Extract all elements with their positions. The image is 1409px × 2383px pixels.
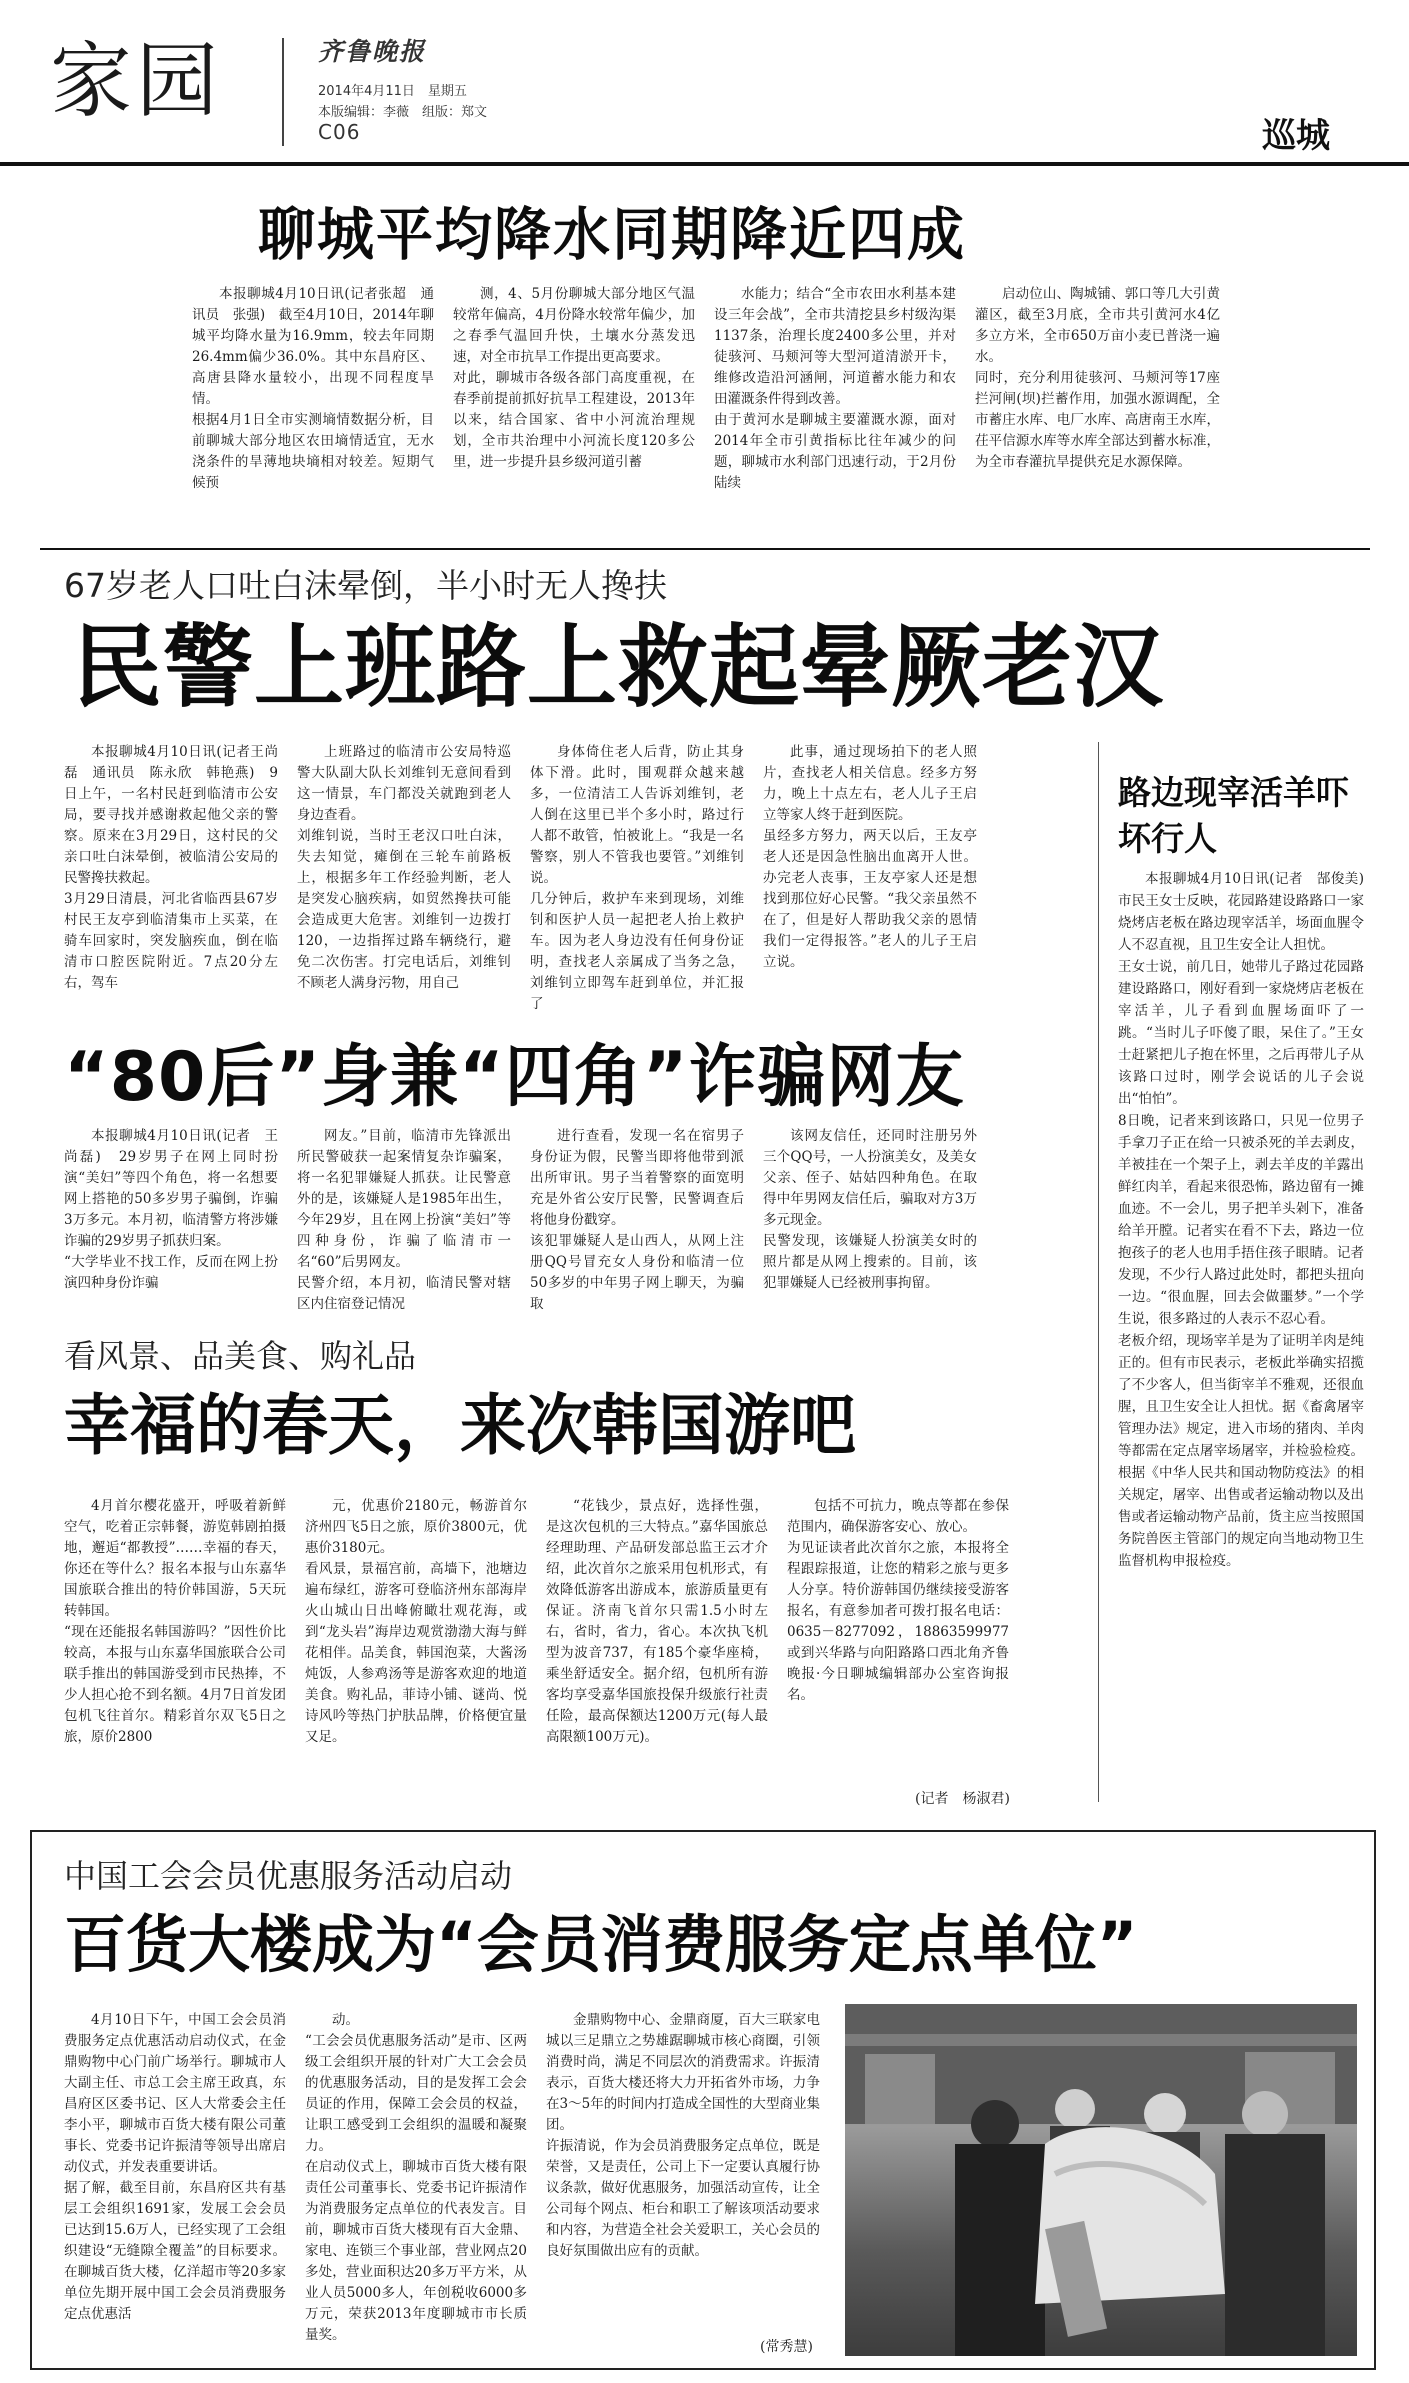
story3-text: 本报聊城4月10日讯(记者 郜俊美) 市民王女士反映，花园路建设路路口一家烧烤店老板在路边现宰活羊，场面血腥令人不忍直视，且卫生安全让人担忧。 王女士说，前几日，她带儿子路过花园路建设路路口，刚好看到一家烧烤店老板在宰活羊，儿子看到血腥场面吓了一跳。“当时儿子吓傻了眼，呆住了。”王女士赶紧把儿子抱在怀里，之后再带儿子从该路口过时，刚学会说话的儿子会说出“怕怕”。 8日晚，记者来到该路口，只见一位男子手拿刀子正在给一只被杀死的羊去剥皮，羊被挂在一个架子上，剥去羊皮的羊露出鲜红肉羊，看起来很恐怖，路边留有一摊血迹。不一会儿，男子把羊头剁下，准备给羊开膛。记者实在看不下去，路边一位抱孩子的老人也用手捂住孩子眼睛。记者发现，不少行人路过此处时，都把头扭向一边。“很血腥，回去会做噩梦。”一个学生说，很多路过的人表示不忍心看。 老板介绍，现场宰羊是为了证明羊肉是纯正的。但有市民表示，老板此举确实招揽了不少客人，但当街宰羊不雅观，还很血腥，且卫生安全让人担忧。据《畜禽屠宰管理办法》规定，进入市场的猪肉、羊肉等都需在定点屠宰场屠宰，并检验检疫。根据《中华人民共和国动物防疫法》的相关规定，屠宰、出售或者运输动物以及出售或者运输动物产品前，货主应当按照国务院兽医主管部门的规定向当地动物卫生监督机构申报检疫。	[1118, 871, 1364, 1569]
story2-text: 此事，通过现场拍下的老人照片，查找老人相关信息。经多方努力，晚上十点左右，老人儿子王启立等家人终于赶到医院。 虽经多方努力，两天以后，王友亭老人还是因急性脑出血离开人世。办完老人丧事，王友亭家人还是想找到那位好心民警。“我父亲虽然不在了，但是好人帮助我父亲的恩情我们一定得报答。”老人的儿子王启立说。	[763, 744, 977, 970]
date-line: 2014年4月11日 星期五	[318, 84, 467, 99]
story3-headline-line1	[1118, 770, 1368, 862]
story6-text: 金鼎购物中心、金鼎商厦，百大三联家电城以三足鼎立之势雄踞聊城市核心商圈，引领消费时尚，满足不同层次的消费需求。许振清表示，百货大楼还将大力开拓省外市场，力争在3～5年的时间内打造成全国性的大型商业集团。 许振清说，作为会员消费服务定点单位，既是荣誉，又是责任，公司上下一定要认真履行协议条款，做好优惠服务，加强活动宣传，让全公司每个网点、柜台和职工了解该项活动要求和内容，为营造全社会关爱职工，关心会员的良好氛围做出应有的贡献。	[546, 2012, 820, 2259]
story5-column	[787, 1496, 1009, 1786]
story5-column	[64, 1496, 286, 1812]
masthead-rule	[0, 162, 1409, 166]
story3-headline: 路边现宰活羊吓坏行人	[1118, 773, 1349, 858]
story6-column	[305, 2010, 527, 2360]
editor-line: 本版编辑：李薇 组版：郑文	[318, 105, 488, 120]
ceremony-photo-illustration	[845, 2004, 1357, 2356]
story4-column	[64, 1126, 278, 1322]
story1-column	[453, 284, 695, 532]
masthead-divider	[282, 38, 284, 146]
story5-column	[546, 1496, 768, 1812]
paper-logo: 齐鲁晚报	[318, 37, 427, 66]
story4-text: 进行查看，发现一名在宿男子身份证为假，民警当即将他带到派出所审讯。男子当着警察的面宽明充是外省公安厅民警，民警调查后将他身份戳穿。 该犯罪嫌疑人是山西人，从网上注册QQ号冒充女人身份和临清一位50多岁的中年男子网上聊天，为骗取	[530, 1128, 744, 1312]
news-photo	[845, 2004, 1357, 2356]
right-rail-divider	[1098, 742, 1099, 1802]
story1-text: 启动位山、陶城铺、郭口等几大引黄灌区，截至3月底，全市共引黄河水4亿多立方米，全市650万亩小麦已普浇一遍水。 同时，充分利用徒骇河、马颊河等17座拦河闸(坝)拦蓄作用，加强水源调配，全市蓄庄水库、电厂水库、高唐南王水库，茌平信源水库等水库全部达到蓄水标准，为全市春灌抗旱提供充足水源保障。	[975, 286, 1220, 470]
region-tag: 巡城	[1262, 116, 1330, 156]
story1-column	[975, 284, 1220, 532]
story5-text: 4月首尔樱花盛开，呼吸着新鲜空气，吃着正宗韩餐，游览韩剧拍摄地，邂逅“都教授”……幸福的春天，你还在等什么？报名本报与山东嘉华国旅联合推出的特价韩国游，5天玩转韩国。 “现在还能报名韩国游吗？”因性价比较高，本报与山东嘉华国旅联合公司联手推出的韩国游受到市民热捧，不少人担心抢不到名额。4月7日首发团包机飞往首尔。精彩首尔双飞5日之旅，原价2800	[64, 1498, 286, 1745]
story1-headline: 聊城平均降水同期降近四成	[258, 202, 966, 268]
story4-column	[297, 1126, 511, 1322]
section-title: 家园	[50, 34, 223, 129]
story4-column	[763, 1126, 977, 1322]
story5-text: “花钱少，景点好，选择性强，是这次包机的三大特点。”嘉华国旅总经理助理、产品研发部总监王云才介绍，此次首尔之旅采用包机形式，有效降低游客出游成本，旅游质量更有保证。济南飞首尔只需1.5小时左右，省时，省力，省心。本次执飞机型为波音737，有185个豪华座椅，乘坐舒适安全。据介绍，包机所有游客均享受嘉华国旅投保升级旅行社责任险，最高保额达1200万元(每人最高限额100万元)。	[546, 1498, 768, 1745]
story2-text: 本报聊城4月10日讯(记者王尚磊 通讯员 陈永欣 韩艳燕) 9日上午，一名村民赶到临清市公安局，要寻找并感谢救起他父亲的警察。原来在3月29日，这村民的父亲口吐白沫晕倒，被临清公安局的民警搀扶救起。 3月29日清晨，河北省临西县67岁村民王友亭到临清集市上买菜，在骑车回家时，突发脑疾血，倒在临清市口腔医院附近。7点20分左右，驾车	[64, 744, 278, 991]
story6-byline: (常秀慧)	[760, 2339, 813, 2355]
story5-kicker: 看风景、品美食、购礼品	[64, 1337, 417, 1375]
story1-text: 本报聊城4月10日讯(记者张超 通讯员 张强) 截至4月10日，2014年聊城平均降水量为16.9mm，较去年同期26.4mm偏少36.0%。其中东昌府区、高唐县降水量较小，出现不同程度旱情。 根据4月1日全市实测墒情数据分析，目前聊城大部分地区农田墒情适宜，无水浇条件的旱薄地块墒相对较差。短期气候预	[192, 286, 434, 491]
story6-column	[64, 2010, 286, 2360]
story5-text: 元，优惠价2180元，畅游首尔济州四飞5日之旅，原价3800元，优惠价3180元。 看风景，景福宫前，高墙下，池塘边遍布绿红，游客可登临济州东部海岸火山城山日出峰俯瞰壮观花海，或到“龙头岩”海岸边观赏渤渤大海与鲜花相伴。品美食，韩国泡菜，大酱汤炖饭，人参鸡汤等是游客欢迎的地道美食。购礼品，菲诗小铺、谜尚、悦诗风吟等热门护肤品牌，价格便宜量又足。	[305, 1498, 527, 1745]
story1-text: 水能力；结合“全市农田水利基本建设三年会战”，全市共清挖县乡村级沟渠1137条，治理长度2400多公里，并对徒骇河、马颊河等大型河道清淤开卡，维修改造沿河涵闸，河道蓄水能力和农田灌溉条件得到改善。 由于黄河水是聊城主要灌溉水源，面对2014年全市引黄指标比往年减少的问题，聊城市水利部门迅速行动，于2月份陆续	[714, 286, 956, 491]
story2-column	[763, 742, 977, 1008]
masthead	[0, 0, 1409, 165]
story2-column	[530, 742, 744, 1012]
page-number: C06	[318, 120, 361, 144]
story6-text: 4月10日下午，中国工会会员消费服务定点优惠活动启动仪式，在金鼎购物中心门前广场举行。聊城市人大副主任、市总工会主席王政真，东昌府区区委书记、区人大常委会主任李小平，聊城市百货大楼有限公司董事长、党委书记许振清等领导出席启动仪式，并发表重要讲话。 据了解，截至目前，东昌府区共有基层工会组织1691家，发展工会会员已达到15.6万人，已经实现了工会组织建设“无缝隙全覆盖”的目标要求。在聊城百货大楼，亿洋超市等20多家单位先期开展中国工会会员消费服务定点优惠活	[64, 2012, 286, 2322]
section-divider	[40, 548, 1370, 550]
story2-column	[64, 742, 278, 1008]
story6-kicker: 中国工会会员优惠服务活动启动	[64, 1857, 513, 1895]
story2-text: 上班路过的临清市公安局特巡警大队副大队长刘维钊无意间看到这一情景，车门都没关就跑到老人身边查看。 刘维钊说，当时王老汉口吐白沫，失去知觉，瘫倒在三轮车前路板上，根据多年工作经验判断，老人是突发心脑疾病，如贸然搀扶可能会造成更大危害。刘维钊一边拨打120，一边指挥过路车辆绕行，避免二次伤害。打完电话后，刘维钊不顾老人满身污物，用自己	[297, 744, 511, 991]
story5-byline: (记者 杨淑君)	[915, 1791, 1010, 1807]
story5-headline: 幸福的春天，来次韩国游吧	[64, 1387, 856, 1464]
story1-column	[192, 284, 434, 532]
story6-text: 动。 “工会会员优惠服务活动”是市、区两级工会组织开展的针对广大工会会员的优惠服务活动，目的是发挥工会会员证的作用，保障工会会员的权益，让职工感受到工会组织的温暖和凝聚力。 在启动仪式上，聊城市百货大楼有限责任公司董事长、党委书记许振清作为消费服务定点单位的代表发言。目前，聊城市百货大楼现有百大金鼎、家电、连锁三个事业部，营业网点20多处，营业面积达20多万平方米，从业人员5000多人，年创税收6000多万元，荣获2013年度聊城市市长质量奖。	[305, 2012, 527, 2343]
story4-text: 该网友信任，还同时注册另外三个QQ号，一人扮演美女，及美女父亲、侄子、姑姑四种角色。在取得中年男网友信任后，骗取对方3万多元现金。 民警发现，该嫌疑人扮演美女时的照片都是从网上搜索的。目前，该犯罪嫌疑人已经被刑事拘留。	[763, 1128, 977, 1291]
story4-text: 网友。”目前，临清市先锋派出所民警破获一起案情复杂诈骗案，将一名犯罪嫌疑人抓获。让民警意外的是，该嫌疑人是1985年出生，今年29岁，且在网上扮演“美妇”等四种身份，诈骗了临清市一名“60”后男网友。 民警介绍，本月初，临清民警对辖区内住宿登记情况	[297, 1128, 511, 1312]
story5-text: 包括不可抗力，晚点等都在参保范围内，确保游客安心、放心。 为见证读者此次首尔之旅，本报将全程跟踪报道，让您的精彩之旅与更多人分享。特价游韩国仍继续接受游客报名，有意参加者可拨打报名电话：0635－8277092，18863599977或到兴华路与向阳路路口西北角齐鲁晚报·今日聊城编辑部办公室咨询报名。	[787, 1498, 1009, 1703]
story2-text: 身体倚住老人后背，防止其身体下滑。此时，围观群众越来越多，一位清洁工人告诉刘维钊，老人倒在这里已半个多小时，路过行人都不敢管，怕被讹上。“我是一名警察，别人不管我也要管。”刘维钊说。 几分钟后，救护车来到现场，刘维钊和医护人员一起把老人抬上救护车。因为老人身边没有任何身份证明，查找老人亲属成了当务之急，刘维钊立即驾车赶到单位，并汇报了	[530, 744, 744, 1012]
story2-kicker: 67岁老人口吐白沫晕倒，半小时无人搀扶	[64, 566, 667, 605]
story6-column	[546, 2010, 820, 2336]
story3-column	[1118, 868, 1364, 1798]
story2-headline: 民警上班路上救起晕厥老汉	[72, 615, 1164, 720]
story1-column	[714, 284, 956, 532]
story2-column	[297, 742, 511, 1008]
story6-headline: 百货大楼成为“会员消费服务定点单位”	[64, 1908, 1138, 1981]
story1-text: 测，4、5月份聊城大部分地区气温较常年偏高，4月份降水较常年偏少，加之春季气温回升快，土壤水分蒸发迅速，对全市抗旱工作提出更高要求。 对此，聊城市各级各部门高度重视，在春季前提前抓好抗旱工程建设，2013年以来，结合国家、省中小河流治理规划，全市共治理中小河流长度120多公里，进一步提升县乡级河道引蓄	[453, 286, 695, 470]
story4-text: 本报聊城4月10日讯(记者 王尚磊) 29岁男子在网上同时扮演“美妇”等四个角色，将一名想要网上搭艳的50多岁男子骗倒，诈骗3万多元。本月初，临清警方将涉嫌诈骗的29岁男子抓获归案。 “大学毕业不找工作，反而在网上扮演四种身份诈骗	[64, 1128, 278, 1291]
story4-column	[530, 1126, 744, 1322]
story4-headline: “80后”身兼“四角”诈骗网友	[64, 1038, 965, 1117]
story5-column	[305, 1496, 527, 1812]
